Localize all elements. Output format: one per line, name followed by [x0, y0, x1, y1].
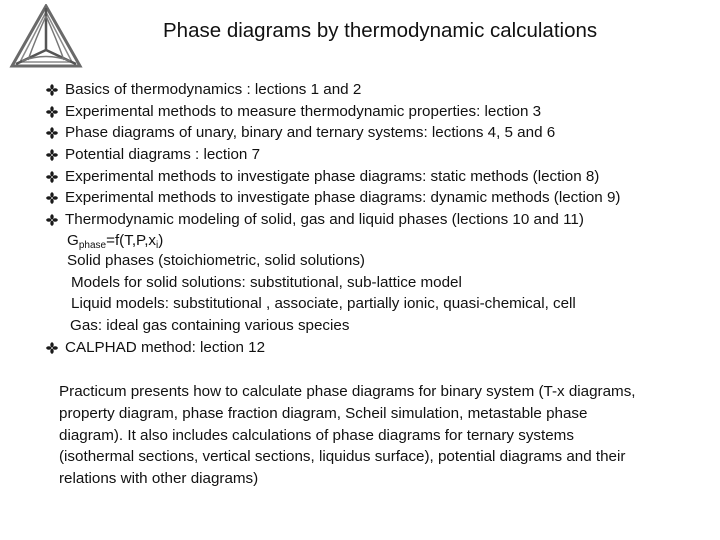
paragraph-line: Practicum presents how to calculate phase diagrams for binary system (T-x diagrams, — [59, 383, 636, 400]
diamond-bullet-icon — [46, 342, 58, 354]
list-item — [46, 79, 716, 101]
list-item-text: Basics of thermodynamics : lections 1 and 2 — [65, 81, 362, 98]
sub-item-solid-models: Models for solid solutions: substitutional, sub-lattice model — [71, 274, 462, 291]
list-item-text: Potential diagrams : lection 7 — [65, 146, 261, 164]
paragraph-line: property diagram, phase fraction diagram, Scheil simulation, metastable phase — [59, 404, 588, 422]
diamond-bullet-icon — [46, 106, 58, 118]
page-title: Phase diagrams by thermodynamic calculations — [163, 19, 598, 42]
gibbs-end: ) — [158, 232, 164, 249]
diamond-bullet-icon — [46, 171, 58, 183]
list-item-text: Experimental methods to measure thermodynamic properties: lection 3 — [65, 102, 542, 120]
paragraph-line: (isothermal sections, vertical sections, liquidus surface), potential diagrams and their — [59, 448, 626, 466]
list-item — [46, 209, 716, 231]
list-item-text: Phase diagrams of unary, binary and ternary systems: lections 4, 5 and 6 — [65, 124, 556, 142]
diamond-bullet-icon — [46, 127, 58, 139]
gibbs-args: =f(T,P,x — [106, 232, 157, 249]
list-item — [46, 166, 716, 188]
list-item-text: Experimental methods to investigate phase diagrams: dynamic methods (lection 9) — [65, 189, 621, 207]
triangle-phase-logo-icon — [6, 4, 86, 68]
list-item — [46, 101, 716, 123]
gibbs-symbol: G — [67, 232, 79, 249]
sub-item-gas: Gas: ideal gas containing various species — [70, 317, 350, 334]
gibbs-subscript: phase — [78, 240, 107, 251]
gibbs-index: i — [156, 240, 159, 251]
topic-list — [46, 79, 716, 231]
list-item-text: Experimental methods to investigate phase diagrams: static methods (lection 8) — [65, 167, 600, 185]
diamond-bullet-icon — [46, 84, 58, 96]
sub-item-solid-phases: Solid phases (stoichiometric, solid solutions) — [67, 252, 365, 269]
diamond-bullet-icon — [46, 149, 58, 161]
gibbs-function — [67, 230, 163, 252]
list-item-text: Thermodynamic modeling of solid, gas and liquid phases (lections 10 and 11) — [65, 211, 584, 229]
list-item-text: CALPHAD method: lection 12 — [65, 339, 266, 356]
diamond-bullet-icon — [46, 192, 58, 204]
list-item — [46, 144, 716, 166]
list-item — [46, 187, 716, 209]
paragraph-line: relations with other diagrams) — [59, 470, 259, 488]
paragraph-line: diagram). It also includes calculations of phase diagrams for ternary systems — [59, 426, 574, 444]
sub-item-liquid-models: Liquid models: substitutional , associate, partially ionic, quasi-chemical, cell — [71, 295, 576, 312]
diamond-bullet-icon — [46, 214, 58, 226]
list-item — [46, 122, 716, 144]
practicum-paragraph — [59, 381, 709, 490]
list-item — [46, 337, 646, 359]
